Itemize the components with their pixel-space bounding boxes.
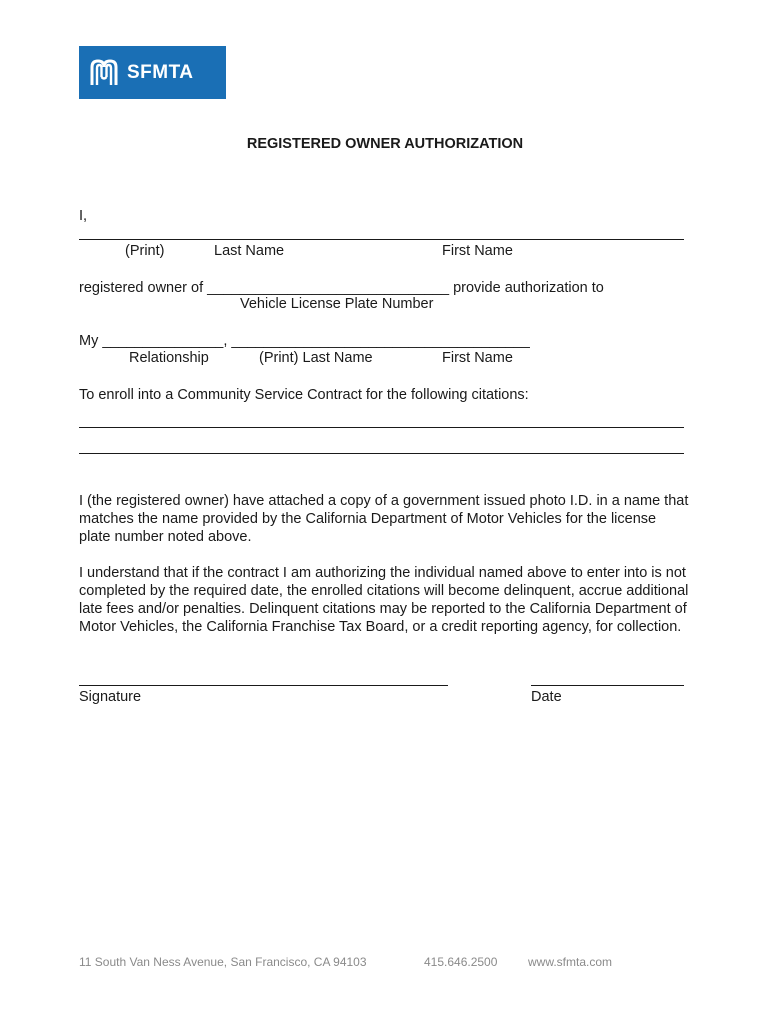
citation-line-2[interactable] bbox=[79, 453, 684, 454]
signature-field[interactable] bbox=[79, 685, 448, 686]
document-title: REGISTERED OWNER AUTHORIZATION bbox=[246, 136, 524, 152]
print-last-name-label: (Print) Last Name bbox=[259, 350, 373, 366]
i-prefix: I, bbox=[79, 208, 88, 224]
my-first-name-label: First Name bbox=[442, 350, 513, 366]
authorization-terms-paragraph: I understand that if the contract I am authorizing the individual named above to enter into is not completed by the required date, the enrolled citations will become delinquent, accrue additional late fees and/or penalties. Delinquent citations may be reported to the California Department of Motor Vehicles, the California Franchise Tax Board, or a credit reporting agency, for collection. bbox=[79, 565, 689, 635]
citation-line-1[interactable] bbox=[79, 427, 684, 428]
relationship-line: My _______________, _____________________________________ bbox=[79, 333, 530, 349]
last-name-label: Last Name bbox=[214, 243, 285, 259]
date-label: Date bbox=[531, 689, 562, 705]
relationship-label: Relationship bbox=[129, 350, 209, 366]
date-field[interactable] bbox=[531, 685, 684, 686]
citations-intro: To enroll into a Community Service Contract for the following citations: bbox=[79, 387, 529, 403]
owner-name-field[interactable] bbox=[79, 239, 684, 240]
footer-website[interactable]: www.sfmta.com bbox=[528, 955, 613, 969]
sfmta-worm-logo-icon bbox=[88, 57, 120, 89]
print-label: (Print) bbox=[125, 243, 165, 259]
plate-number-label: Vehicle License Plate Number bbox=[240, 296, 434, 312]
registered-owner-line: registered owner of ______________________________ provide authorization to bbox=[79, 280, 604, 296]
footer-address: 11 South Van Ness Avenue, San Francisco, CA 94103 bbox=[79, 955, 367, 969]
signature-label: Signature bbox=[79, 689, 142, 705]
id-attachment-paragraph: I (the registered owner) have attached a copy of a government issued photo I.D. in a name that matches the name provided by the California Department of Motor Vehicles for the license plate number noted above. bbox=[79, 493, 689, 545]
sfmta-logo bbox=[79, 46, 226, 99]
first-name-label: First Name bbox=[442, 243, 513, 259]
footer-phone: 415.646.2500 bbox=[424, 955, 498, 969]
logo-wordmark: SFMTA bbox=[127, 61, 194, 83]
